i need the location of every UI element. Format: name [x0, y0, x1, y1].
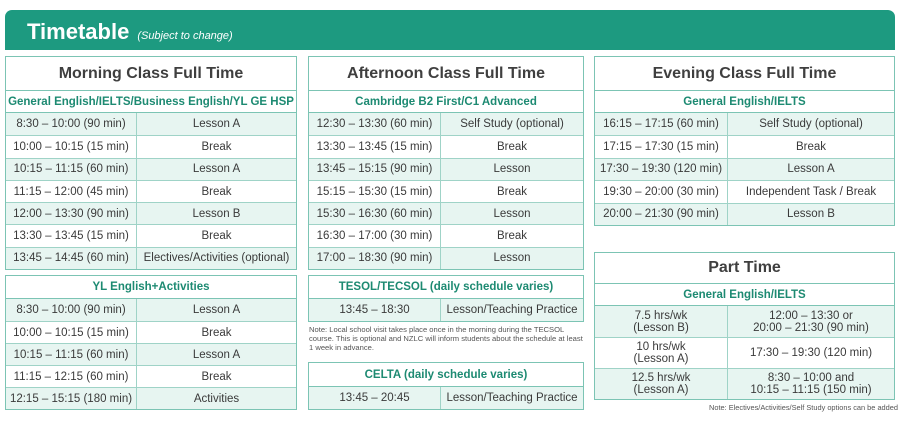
time-cell: [728, 369, 894, 399]
afternoon-panel: [308, 56, 584, 270]
time-line-2: 10:15 – 11:15 (150 min): [750, 384, 872, 396]
table-row: [6, 247, 296, 269]
table-row: [595, 113, 894, 135]
afternoon-rows: [309, 112, 583, 269]
table-row: [6, 224, 296, 246]
time-cell: 8:30 – 10:00 (90 min): [6, 113, 137, 135]
parttime-note: Note: Electives/Activities/Self Study options can be added: [709, 403, 898, 412]
table-row: [6, 321, 296, 343]
parttime-rows: [595, 305, 894, 399]
activity-cell: Lesson A: [787, 163, 835, 176]
activity-cell: Lesson/Teaching Practice: [446, 392, 578, 404]
time-cell: 13:30 – 13:45 (15 min): [6, 225, 137, 246]
table-row: [6, 365, 296, 387]
time-cell: [728, 338, 894, 368]
activity-cell: Activities: [193, 392, 240, 405]
table-row: [6, 387, 296, 409]
afternoon-subtitle: Cambridge B2 First/C1 Advanced: [309, 90, 583, 112]
time-cell: 17:00 – 18:30 (90 min): [309, 248, 441, 269]
table-row: [6, 158, 296, 180]
time-cell: 15:15 – 15:30 (15 min): [309, 181, 441, 202]
time-cell: 10:15 – 11:15 (60 min): [6, 344, 137, 365]
table-row: [595, 135, 894, 157]
activity-cell: Independent Task / Break: [745, 185, 877, 198]
table-row: [309, 387, 583, 409]
tesol-rows: [309, 298, 583, 321]
time-cell: 12:30 – 13:30 (60 min): [309, 113, 441, 135]
yl-rows: [6, 298, 296, 409]
activity-cell: Lesson B: [192, 207, 241, 220]
celta-panel: [308, 362, 584, 410]
activity-cell: Lesson A: [192, 304, 241, 316]
time-cell: 11:15 – 12:15 (60 min): [6, 366, 137, 387]
morning-title: Morning Class Full Time: [58, 64, 244, 82]
time-cell: 8:30 – 10:00 (90 min): [6, 299, 137, 321]
table-row: [6, 180, 296, 202]
time-cell: 20:00 – 21:30 (90 min): [595, 204, 728, 225]
table-row: [6, 113, 296, 135]
time-cell: 17:15 – 17:30 (15 min): [595, 136, 728, 157]
time-line-1: 8:30 – 10:00 and: [767, 372, 855, 384]
activity-cell: Lesson A: [192, 348, 241, 361]
activity-cell: Break: [201, 370, 232, 383]
table-row: [6, 202, 296, 224]
activity-cell: Break: [496, 140, 528, 153]
timetable-header: [5, 10, 895, 50]
time-cell: 13:45 – 15:15 (90 min): [309, 159, 441, 180]
time-cell: 16:15 – 17:15 (60 min): [595, 113, 728, 135]
table-row: [595, 368, 894, 399]
activity-cell: Lesson/Teaching Practice: [446, 304, 578, 316]
parttime-panel: [594, 252, 895, 400]
time-cell: 13:45 – 14:45 (60 min): [6, 248, 137, 269]
morning-rows: [6, 112, 296, 269]
table-row: [309, 158, 583, 180]
table-row: [595, 306, 894, 337]
time-cell: 13:45 – 20:45: [309, 387, 441, 409]
evening-title: Evening Class Full Time: [652, 64, 837, 82]
lesson-value: (Lesson B): [633, 321, 689, 334]
hours-value: 12.5 hrs/wk: [631, 372, 691, 384]
tesol-note: Note: Local school visit takes place once in the morning during the TECSOL course. This is optional and NZLC will inform students about the schedule at least 1 week in advance.: [309, 325, 583, 352]
activity-cell: Break: [496, 185, 528, 198]
time-cell: 12:00 – 13:30 (90 min): [6, 203, 137, 224]
evening-rows: [595, 112, 894, 225]
time-line-1: 17:30 – 19:30 (120 min): [749, 347, 873, 359]
activity-cell: Lesson A: [192, 163, 241, 176]
page-subtitle: (Subject to change): [137, 30, 233, 42]
hours-cell: [595, 338, 728, 368]
tesol-panel: [308, 275, 584, 322]
activity-cell: Electives/Activities (optional): [143, 252, 290, 265]
time-cell: 13:45 – 18:30: [309, 299, 441, 321]
time-cell: 11:15 – 12:00 (45 min): [6, 181, 137, 202]
table-row: [6, 135, 296, 157]
time-cell: 19:30 – 20:00 (30 min): [595, 181, 728, 202]
activity-cell: Lesson: [493, 163, 531, 176]
activity-cell: Lesson B: [787, 208, 835, 221]
hours-value: 7.5 hrs/wk: [634, 309, 688, 322]
table-row: [309, 135, 583, 157]
time-cell: 15:30 – 16:30 (60 min): [309, 203, 441, 224]
table-row: [595, 337, 894, 368]
lesson-value: (Lesson A): [633, 384, 689, 396]
yl-subtitle: YL English+Activities: [92, 281, 210, 293]
celta-rows: [309, 386, 583, 409]
page-title: Timetable: [27, 19, 130, 44]
activity-cell: Break: [201, 185, 232, 198]
time-cell: 10:15 – 11:15 (60 min): [6, 159, 137, 180]
celta-subtitle: CELTA (daily schedule varies): [364, 368, 528, 381]
time-cell: [728, 306, 894, 337]
table-row: [309, 224, 583, 246]
time-cell: 13:30 – 13:45 (15 min): [309, 136, 441, 157]
lesson-value: (Lesson A): [633, 353, 689, 365]
table-row: [6, 343, 296, 365]
afternoon-title: Afternoon Class Full Time: [347, 64, 545, 82]
evening-panel: [594, 56, 895, 226]
table-row: [595, 180, 894, 202]
activity-cell: Lesson: [493, 252, 531, 265]
activity-cell: Lesson: [493, 207, 531, 220]
time-line-2: 20:00 – 21:30 (90 min): [753, 321, 869, 334]
time-cell: 10:00 – 10:15 (15 min): [6, 322, 137, 343]
evening-subtitle: General English/IELTS: [595, 90, 894, 112]
parttime-title: Part Time: [708, 259, 781, 276]
activity-cell: Break: [795, 141, 827, 154]
activity-cell: Break: [496, 230, 528, 243]
time-cell: 10:00 – 10:15 (15 min): [6, 136, 137, 157]
activity-cell: Break: [201, 140, 232, 153]
table-row: [309, 247, 583, 269]
hours-cell: [595, 306, 728, 337]
activity-cell: Break: [201, 326, 232, 339]
table-row: [595, 158, 894, 180]
table-row: [309, 113, 583, 135]
parttime-subtitle: General English/IELTS: [595, 283, 894, 305]
table-row: [6, 299, 296, 321]
time-line-1: 12:00 – 13:30 or: [769, 309, 853, 322]
activity-cell: Self Study (optional): [460, 118, 564, 131]
tesol-subtitle: TESOL/TECSOL (daily schedule varies): [338, 281, 554, 293]
table-row: [309, 180, 583, 202]
activity-cell: Self Study (optional): [759, 118, 863, 131]
hours-cell: [595, 369, 728, 399]
time-cell: 12:15 – 15:15 (180 min): [6, 388, 137, 409]
time-cell: 17:30 – 19:30 (120 min): [595, 159, 728, 180]
time-cell: 16:30 – 17:00 (30 min): [309, 225, 441, 246]
table-row: [309, 202, 583, 224]
activity-cell: Break: [201, 230, 232, 243]
hours-value: 10 hrs/wk: [636, 341, 686, 353]
activity-cell: Lesson A: [192, 118, 241, 131]
table-row: [595, 203, 894, 225]
morning-panel: [5, 56, 297, 270]
morning-subtitle: General English/IELTS/Business English/YL GE HSP: [6, 90, 296, 112]
table-row: [309, 299, 583, 321]
yl-panel: [5, 275, 297, 410]
